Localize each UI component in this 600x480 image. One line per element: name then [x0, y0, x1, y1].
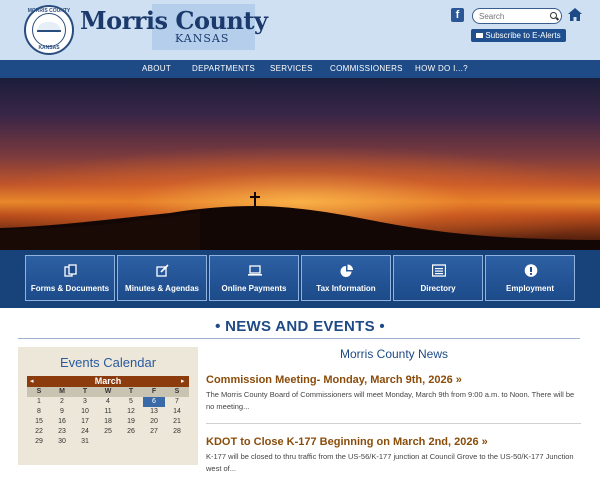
calendar-day[interactable]: 2 [60, 398, 64, 405]
search-icon[interactable] [550, 12, 557, 19]
calendar-day[interactable]: 3 [83, 398, 87, 405]
quick-link-label: Tax Information [316, 284, 376, 293]
divider [18, 338, 580, 339]
news-events-heading: • NEWS AND EVENTS • [215, 318, 385, 335]
news-item-body: The Morris County Board of Commissioners will meet Monday, March 9th from 9:00 a.m. to Noon. There will be no meeting... [206, 390, 575, 411]
quick-link-online-payments[interactable] [209, 255, 299, 301]
nav-services[interactable]: SERVICES [270, 64, 313, 73]
calendar-week-row [27, 427, 189, 437]
calendar-day[interactable]: 29 [35, 438, 43, 445]
quick-link-employment[interactable] [485, 255, 575, 301]
quick-link-directory[interactable] [393, 255, 483, 301]
calendar-week-row [27, 417, 189, 427]
nav-how-do-i[interactable]: HOW DO I...? [415, 64, 468, 73]
quick-link-forms-documents[interactable] [25, 255, 115, 301]
calendar-month: March [94, 376, 122, 386]
quick-link-label: Online Payments [221, 284, 287, 293]
seal-top-text: MORRIS COUNTY [27, 8, 71, 14]
calendar-next-button[interactable]: ▸ [181, 378, 185, 385]
calendar-day[interactable]: 26 [127, 428, 135, 435]
quick-link-minutes-agendas[interactable] [117, 255, 207, 301]
wagon-icon [37, 22, 61, 32]
calendar-day[interactable]: 16 [58, 418, 66, 425]
info-icon [524, 264, 538, 277]
pie-chart-icon [340, 264, 354, 277]
nav-commissioners[interactable]: COMMISSIONERS [330, 64, 403, 73]
calendar-day[interactable]: 10 [81, 408, 89, 415]
calendar-day[interactable]: 4 [106, 398, 110, 405]
calendar-day[interactable]: 20 [150, 418, 158, 425]
calendar-day[interactable]: 28 [173, 428, 181, 435]
calendar-day[interactable]: 8 [37, 408, 41, 415]
quick-link-label: Directory [420, 284, 456, 293]
seal-bottom-text: KANSAS [38, 45, 60, 51]
calendar-day[interactable]: 1 [37, 398, 41, 405]
calendar-week-row [27, 397, 189, 407]
calendar-weekday: M [51, 387, 73, 397]
calendar-day[interactable]: 9 [60, 408, 64, 415]
calendar-weekday: W [97, 387, 119, 397]
quick-link-tax-information[interactable] [301, 255, 391, 301]
calendar-day [120, 437, 142, 447]
calendar-day[interactable]: 23 [58, 428, 66, 435]
calendar-day[interactable]: 25 [104, 428, 112, 435]
facebook-icon[interactable]: f [451, 8, 464, 22]
site-header [0, 0, 600, 60]
calendar-day[interactable]: 31 [81, 438, 89, 445]
calendar-prev-button[interactable]: ◂ [30, 378, 34, 385]
news-column-title: Morris County News [339, 347, 449, 361]
calendar-title: Events Calendar [59, 355, 157, 370]
county-seal-logo[interactable] [24, 5, 74, 55]
calendar-day[interactable]: 14 [173, 408, 181, 415]
search-input[interactable] [479, 10, 549, 22]
calendar-month-header [27, 376, 189, 387]
news-item-title[interactable]: KDOT to Close K-177 Beginning on March 2nd, 2026 » [206, 436, 488, 448]
calendar-day[interactable]: 19 [127, 418, 135, 425]
events-calendar [18, 347, 198, 465]
calendar-weekday: S [28, 387, 50, 397]
subscribe-label: Subscribe to E-Alerts [485, 31, 561, 40]
divider [206, 423, 581, 424]
calendar-day[interactable]: 15 [35, 418, 43, 425]
quick-link-label: Forms & Documents [30, 284, 110, 293]
calendar-weekday: S [166, 387, 188, 397]
calendar-weekday-row [27, 387, 189, 397]
calendar-day[interactable]: 21 [173, 418, 181, 425]
calendar-week-row [27, 407, 189, 417]
calendar-day[interactable]: 13 [150, 408, 158, 415]
calendar-weekday: F [143, 387, 165, 397]
site-subtitle: KANSAS [175, 32, 230, 45]
hero-banner-image [0, 78, 600, 250]
calendar-day[interactable]: 27 [150, 428, 158, 435]
calendar-day[interactable]: 24 [81, 428, 89, 435]
laptop-icon [248, 264, 262, 277]
calendar-day [97, 437, 119, 447]
list-icon [432, 264, 446, 277]
calendar-day[interactable]: 5 [129, 398, 133, 405]
calendar-day[interactable]: 18 [104, 418, 112, 425]
calendar-week-row [27, 437, 189, 447]
news-item-title[interactable]: Commission Meeting- Monday, March 9th, 2026 » [206, 374, 462, 386]
calendar-weekday: T [74, 387, 96, 397]
cross-icon [250, 192, 260, 208]
quick-link-label: Minutes & Agendas [125, 284, 199, 293]
edit-icon [156, 264, 170, 277]
quick-link-label: Employment [505, 284, 554, 293]
hill-silhouette [0, 78, 600, 250]
search-box [472, 8, 562, 24]
calendar-day[interactable]: 7 [175, 398, 179, 405]
nav-departments[interactable]: DEPARTMENTS [192, 64, 256, 73]
main-nav [0, 60, 600, 78]
calendar-day[interactable]: 17 [81, 418, 89, 425]
calendar-day[interactable]: 30 [58, 438, 66, 445]
documents-icon [64, 264, 78, 277]
calendar-day[interactable]: 12 [127, 408, 135, 415]
calendar-day-today[interactable]: 6 [143, 397, 165, 407]
nav-about[interactable]: ABOUT [142, 64, 172, 73]
home-icon[interactable] [568, 8, 582, 21]
news-item-body: K-177 will be closed to thru traffic from the US-56/K-177 junction at Council Grove to the US-50/K-177 Junction west of... [206, 452, 574, 473]
calendar-day [166, 437, 188, 447]
envelope-icon [476, 33, 483, 38]
calendar-day[interactable]: 22 [35, 428, 43, 435]
calendar-day [143, 437, 165, 447]
calendar-weekday: T [120, 387, 142, 397]
subscribe-button[interactable] [471, 29, 566, 42]
site-title[interactable]: Morris County [80, 6, 268, 35]
calendar-day[interactable]: 11 [104, 408, 112, 415]
